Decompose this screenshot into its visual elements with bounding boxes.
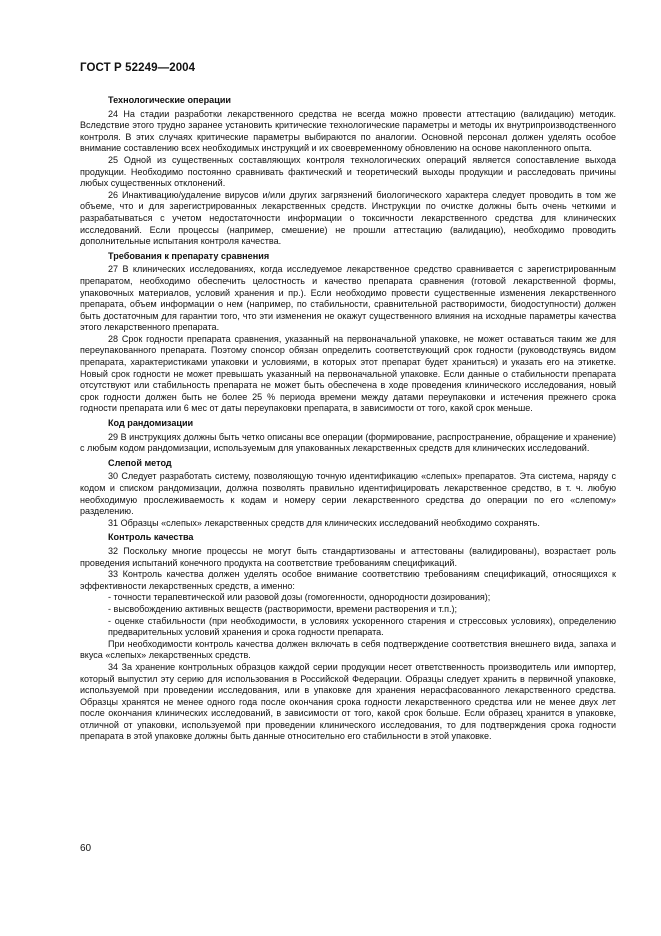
list-item: - высвобождению активных веществ (растворимости, времени растворения и т.п.); (108, 604, 616, 616)
section-heading-randomization-code: Код рандомизации (108, 418, 194, 429)
paragraph-24: 24 На стадии разработки лекарственного средства не всегда можно провести аттестацию (валидацию) методик. Вследствие этого трудно заранее установить критические технологические параметры и методы их внутрипроизводственного контроля. В этих случаях критические параметры выбираются по аналогии. Основной персонал должен уделять особое внимание составлению всех необходимых инструкций и их своевременному обновлению на основе накопленного опыта. (80, 108, 616, 154)
paragraph-29: 29 В инструкциях должны быть четко описаны все операции (формирование, распространение, обращение и хранение) с любым кодом рандомизации, используемым для упакованных лекарственных средств для клинических исследований. (80, 431, 616, 454)
document-header: ГОСТ Р 52249—2004 (80, 62, 196, 74)
paragraph-27: 27 В клинических исследованиях, когда исследуемое лекарственное средство сравнивается с зарегистрированным препаратом, необходимо обеспечить целостность и качество препарата сравнения (готовой лекарственной формы, упаковочных материалов, условий хранения и пр.). Если необходимо провести существенные изменения лекарственного препарата, объем информации о нем (например, по стабильности, сравнительной растворимости, биодоступности) должен быть достаточным для гарантии того, что эти изменения не окажут существенного влияния на исходные параметры качества этого лекарственного препарата. (80, 264, 616, 333)
paragraph-25: 25 Одной из существенных составляющих контроля технологических операций является сопоставление выхода продукции. Необходимо постоянно сравнивать фактический и теоретический выходы продукции и расследовать причины любых существенных отклонений. (80, 154, 616, 189)
section-heading-reference-drug: Требования к препарату сравнения (108, 250, 270, 261)
paragraph-32: 32 Поскольку многие процессы не могут быть стандартизованы и аттестованы (валидированы), возрастает роль проведения испытаний конечного продукта на соответствие требованиям спецификаций. (80, 545, 616, 568)
list-item: - оценке стабильности (при необходимости, в условиях ускоренного старения и стрессовых условиях), определению предварительных условий хранения и срока годности препарата. (108, 616, 616, 639)
page-number: 60 (80, 843, 92, 854)
paragraph-30: 30 Следует разработать систему, позволяющую точную идентификацию «слепых» препаратов. Эта система, наряду с кодом и списком рандомизации, должна позволять правильно идентифицировать лекарственное средство, в т. ч. любую необходимую прослеживаемость к кодам и номеру серии лекарственного средства до операции по его «слепому» разделению. (80, 471, 616, 517)
paragraph-31: 31 Образцы «слепых» лекарственных средств для клинических исследований необходимо сохранять. (108, 517, 540, 528)
section-heading-quality-control: Контроль качества (108, 532, 194, 543)
paragraph-appearance-check: При необходимости контроль качества должен включать в себя подтверждение соответствия внешнего вида, запаха и вкуса «слепых» лекарственных средств. (80, 638, 616, 661)
section-heading-technological-operations: Технологические операции (108, 95, 231, 105)
paragraph-34: 34 За хранение контрольных образцов каждой серии продукции несет ответственность производитель или импортер, который выпустил эту серию для использования в Российской Федерации. Образцы следует хранить в первичной упаковке, используемой при проведении исследования, или в упаковке для хранения нерасфасованного лекарственного средства. Образцы хранятся не менее одного года после окончания срока годности лекарственного средства или не менее двух лет после окончания клинических исследований, в зависимости от того, какой срок больше. Если образец хранится в упаковке, отличной от упаковки, используемой при проведении клинического исследования, то для подтверждения срока годности препарата в этой упаковке должны быть данные относительно его стабильности в этой упаковке. (80, 661, 616, 742)
document-body (80, 92, 616, 743)
paragraph-26: 26 Инактивацию/удаление вирусов и/или других загрязнений биологического характера следует проводить в том же объеме, что и для зарегистрированных лекарственных средств. Инструкции по очистке должны быть очень четкими и разрабатываться с учетом недостаточности информации о токсичности лекарственного средства для клинических исследований. Если процессы (например, смешение) не прошли аттестацию (валидацию), необходимо проводить дополнительные испытания контроля качества. (80, 189, 616, 247)
paragraph-33: 33 Контроль качества должен уделять особое внимание соответствию требованиям спецификаций, относящихся к эффективности лекарственных средств, а именно: (80, 569, 616, 591)
section-heading-blind-method: Слепой метод (108, 457, 172, 468)
paragraph-28: 28 Срок годности препарата сравнения, указанный на первоначальной упаковке, не может оставаться таким же для переупакованного препарата. Поэтому спонсор обязан определить соответствующий срок годности (руководствуясь видом препарата, характеристиками упаковки и условиями, в которых этот препарат будет храниться) и указать его на этикетке. Новый срок годности не может превышать указанный на первоначальной упаковке. Если данные о стабильности препарата отсутствуют или стабильность препарата не может быть обеспечена в ходе проведения клинического исследования, новый срок годности должен быть не более 25 % периода времени между датами переупаковки и истечения прежнего срока годности препарата или 6 мес от даты переупаковки препарата, в зависимости от того, какой срок меньше. (80, 333, 616, 414)
list-item: - точности терапевтической или разовой дозы (гомогенности, однородности дозирования); (108, 592, 616, 604)
requirements-list (80, 592, 616, 638)
